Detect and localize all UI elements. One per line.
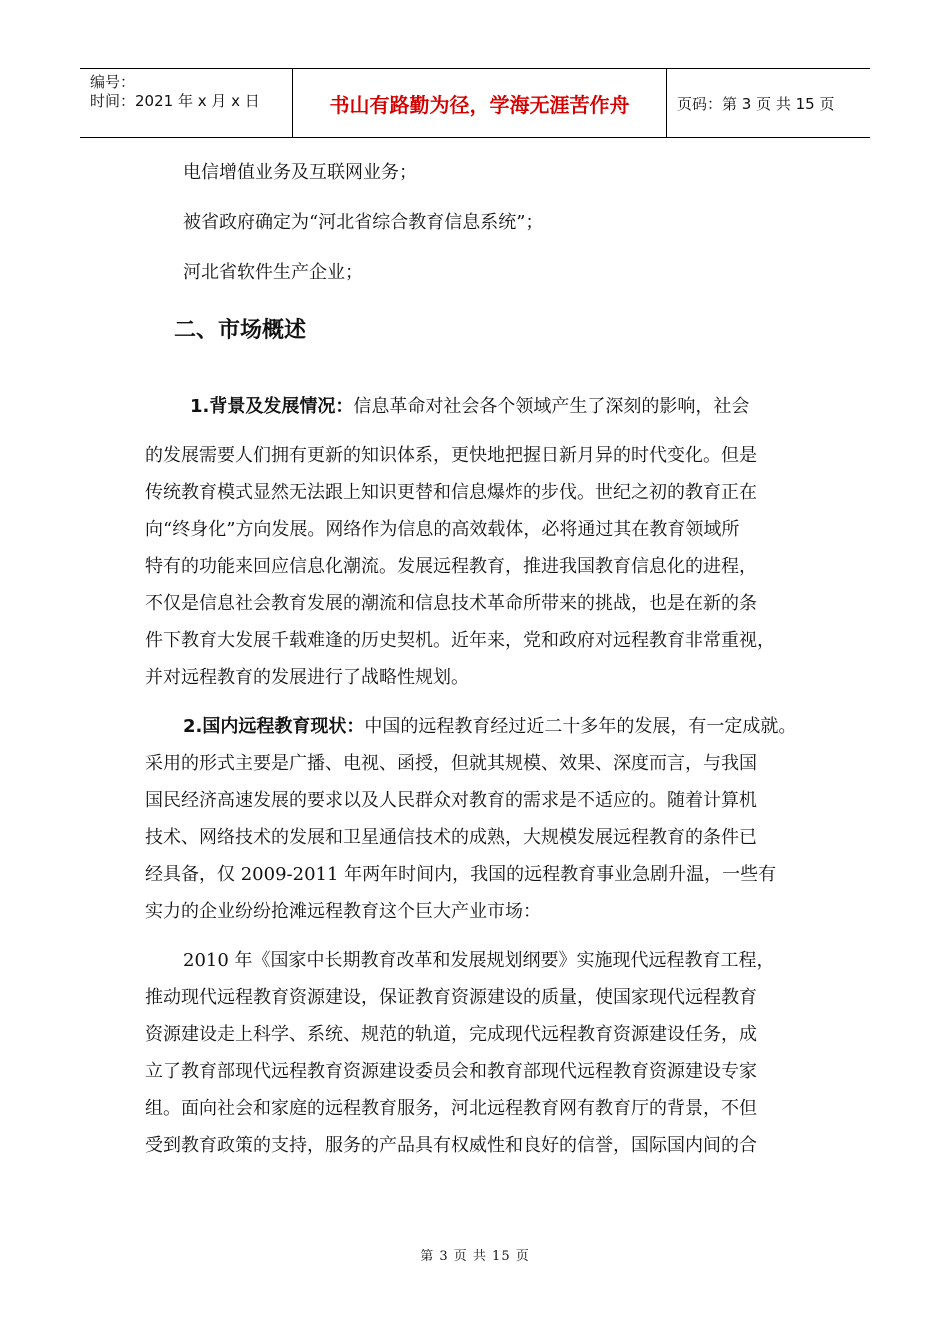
paragraph-line: 件下教育大发展千载难逢的历史契机。近年来，党和政府对远程教育非常重视， — [145, 630, 775, 651]
paragraph-line: 推动现代远程教育资源建设，保证教育资源建设的质量，使国家现代远程教育 — [145, 987, 757, 1008]
page-header — [80, 68, 870, 138]
header-meta — [80, 69, 292, 137]
paragraph-line: 受到教育政策的支持，服务的产品具有权威性和良好的信誉，国际国内间的合 — [145, 1135, 757, 1156]
paragraph-first-line: 2010 年《国家中长期教育改革和发展规划纲要》实施现代远程教育工程， — [183, 950, 775, 971]
paragraph-text: 中国的远程教育经过近二十多年的发展，有一定成就。 — [364, 716, 797, 737]
paragraph-line: 特有的功能来回应信息化潮流。发展远程教育，推进我国教育信息化的进程， — [145, 556, 757, 577]
paragraph-line: 采用的形式主要是广播、电视、函授，但就其规模、效果、深度而言，与我国 — [145, 753, 757, 774]
paragraph-line: 组。面向社会和家庭的远程教育服务，河北远程教育网有教育厅的背景，不但 — [145, 1098, 757, 1119]
paragraph-line: 资源建设走上科学、系统、规范的轨道，完成现代远程教育资源建设任务，成 — [145, 1024, 757, 1045]
paragraph-line: 经具备，仅 2009-2011 年两年时间内，我国的远程教育事业急剧升温，一些有 — [145, 864, 777, 885]
paragraph-line: 实力的企业纷纷抢滩远程教育这个巨大产业市场： — [145, 901, 541, 922]
list-item: 电信增值业务及互联网业务； — [183, 162, 417, 183]
page-footer: 第 3 页 共 15 页 — [420, 1249, 530, 1264]
paragraph-line: 传统教育模式显然无法跟上知识更替和信息爆炸的步伐。世纪之初的教育正在 — [145, 482, 757, 503]
paragraph-line: 技术、网络技术的发展和卫星通信技术的成熟，大规模发展远程教育的条件已 — [145, 827, 757, 848]
paragraph-line: 立了教育部现代远程教育资源建设委员会和教育部现代远程教育资源建设专家 — [145, 1061, 757, 1082]
date-label: 时间：2021 年 x 月 x 日 — [90, 92, 260, 110]
list-item: 被省政府确定为“河北省综合教育信息系统”； — [183, 212, 544, 233]
paragraph-text: 信息革命对社会各个领域产生了深刻的影响，社会 — [353, 396, 750, 417]
paragraph-line: 不仅是信息社会教育发展的潮流和信息技术革命所带来的挑战，也是在新的条 — [145, 593, 757, 614]
list-item: 河北省软件生产企业； — [183, 262, 363, 283]
paragraph-line: 的发展需要人们拥有更新的知识体系，更快地把握日新月异的时代变化。但是 — [145, 445, 757, 466]
paragraph-lead: 2.国内远程教育现状： — [183, 716, 365, 737]
header-motto: 书山有路勤为径，学海无涯苦作舟 — [292, 69, 667, 137]
paragraph-first-line — [190, 392, 749, 418]
paragraph-first-line — [183, 712, 796, 738]
paragraph-line: 并对远程教育的发展进行了战略性规划。 — [145, 667, 469, 688]
header-page-info: 页码：第 3 页 共 15 页 — [677, 94, 835, 113]
paragraph-lead: 1.背景及发展情况： — [190, 396, 354, 417]
number-label: 编号： — [90, 73, 136, 91]
section-title: 二、市场概述 — [174, 318, 307, 343]
paragraph-line: 向“终身化”方向发展。网络作为信息的高效载体，必将通过其在教育领域所 — [145, 519, 740, 540]
paragraph-line: 国民经济高速发展的要求以及人民群众对教育的需求是不适应的。随着计算机 — [145, 790, 757, 811]
